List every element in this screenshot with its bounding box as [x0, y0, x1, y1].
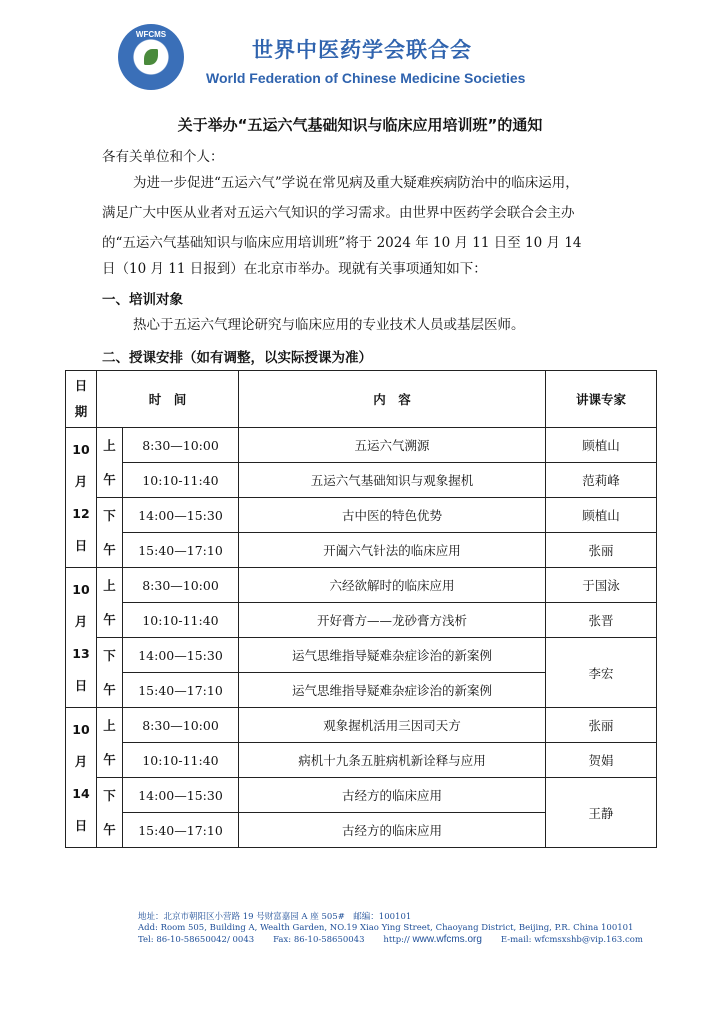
header-time: 时 间: [97, 371, 239, 428]
header-content: 内 容: [239, 371, 546, 428]
expert-cell: 张晋: [546, 603, 657, 638]
salutation: 各有关单位和个人：: [102, 149, 224, 165]
day-cell: 10 月 12 日: [66, 428, 97, 568]
table-row: [66, 778, 657, 813]
wfcms-logo: [118, 24, 184, 90]
content-cell: 病机十九条五脏病机新诠释与应用: [239, 743, 546, 778]
expert-cell: 顾植山: [546, 498, 657, 533]
expert-cell: 李宏: [546, 638, 657, 708]
expert-cell: 王静: [546, 778, 657, 848]
content-cell: 古经方的临床应用: [239, 813, 546, 848]
footer-contact: [138, 912, 643, 946]
schedule-table: [65, 370, 657, 848]
content-cell: 六经欲解时的临床应用: [239, 568, 546, 603]
footer-email[interactable]: E-mail: wfcmsxshb@vip.163.com: [500, 935, 643, 945]
notice-title: 关于举办“五运六气基础知识与临床应用培训班”的通知: [177, 116, 543, 134]
expert-cell: 张丽: [546, 708, 657, 743]
content-cell: 开阖六气针法的临床应用: [239, 533, 546, 568]
time-cell: 15:40—17:10: [123, 533, 239, 568]
intro-line-1: 为进一步促进“五运六气”学说在常见病及重大疑难疾病防治中的临床运用，: [133, 175, 579, 191]
table-row: [66, 708, 657, 743]
header-date: 日期: [66, 371, 97, 428]
time-cell: 14:00—15:30: [123, 638, 239, 673]
time-cell: 8:30—10:00: [123, 428, 239, 463]
section-1-title: 一、培训对象: [102, 292, 183, 308]
header-expert: 讲课专家: [546, 371, 657, 428]
time-cell: 8:30—10:00: [123, 708, 239, 743]
section-1-text: 热心于五运六气理论研究与临床应用的专业技术人员或基层医师。: [133, 317, 525, 333]
org-name-cn: 世界中医药学会联合会: [252, 38, 472, 62]
footer-address-cn: 地址：北京市朝阳区小营路 19 号财富嘉园 A 座 505# 邮编：100101: [138, 912, 412, 922]
ap-cell: 下午: [97, 778, 123, 848]
content-cell: 五运六气基础知识与观象握机: [239, 463, 546, 498]
content-cell: 观象握机活用三因司天方: [239, 708, 546, 743]
letterhead: [118, 24, 598, 90]
intro-line-2: 满足广大中医从业者对五运六气知识的学习需求。由世界中医药学会联合会主办: [102, 205, 575, 221]
footer-address-en: Add: Room 505, Building A, Wealth Garden, NO.19 Xiao Ying Street, Chaoyang District, Beijing, P.R. China 100101: [138, 923, 634, 933]
table-row: [66, 603, 657, 638]
content-cell: 运气思维指导疑难杂症诊治的新案例: [239, 673, 546, 708]
table-row: [66, 533, 657, 568]
table-header-row: [66, 371, 657, 428]
content-cell: 五运六气溯源: [239, 428, 546, 463]
table-row: [66, 743, 657, 778]
day-cell: 10 月 13 日: [66, 568, 97, 708]
section-2-title: 二、授课安排（如有调整，以实际授课为准）: [102, 350, 372, 366]
footer-contacts: [138, 934, 643, 946]
time-cell: 10:10-11:40: [123, 463, 239, 498]
ap-cell: 上午: [97, 568, 123, 638]
content-cell: 开好膏方——龙砂膏方浅析: [239, 603, 546, 638]
expert-cell: 于国泳: [546, 568, 657, 603]
content-cell: 运气思维指导疑难杂症诊治的新案例: [239, 638, 546, 673]
expert-cell: 范莉峰: [546, 463, 657, 498]
time-cell: 8:30—10:00: [123, 568, 239, 603]
table-row: [66, 638, 657, 673]
time-cell: 10:10-11:40: [123, 603, 239, 638]
org-name-en: World Federation of Chinese Medicine Societies: [206, 70, 526, 86]
footer-fax: Fax: 86-10-58650043: [273, 935, 365, 945]
time-cell: 14:00—15:30: [123, 498, 239, 533]
expert-cell: 贺娟: [546, 743, 657, 778]
expert-cell: 张丽: [546, 533, 657, 568]
content-cell: 古经方的临床应用: [239, 778, 546, 813]
ap-cell: 上午: [97, 708, 123, 778]
time-cell: 15:40—17:10: [123, 813, 239, 848]
intro-line-3: 的“五运六气基础知识与临床应用培训班”将于 2024 年 10 月 11 日至 10 月 14: [102, 235, 582, 251]
logo-text: WFCMS: [135, 30, 167, 39]
day-cell: 10 月 14 日: [66, 708, 97, 848]
footer-web-prefix: http://: [383, 935, 410, 945]
table-row: [66, 428, 657, 463]
footer-tel: Tel: 86-10-58650042/ 0043: [138, 935, 255, 945]
footer-website-link[interactable]: www.wfcms.org: [412, 934, 482, 945]
expert-cell: 顾植山: [546, 428, 657, 463]
time-cell: 15:40—17:10: [123, 673, 239, 708]
leaf-icon: [144, 49, 158, 65]
intro-line-4: 日（10 月 11 日报到）在北京市举办。现就有关事项通知如下：: [102, 261, 487, 277]
table-row: [66, 498, 657, 533]
table-row: [66, 568, 657, 603]
ap-cell: 下午: [97, 638, 123, 708]
ap-cell: 上午: [97, 428, 123, 498]
content-cell: 古中医的特色优势: [239, 498, 546, 533]
time-cell: 10:10-11:40: [123, 743, 239, 778]
table-row: [66, 463, 657, 498]
time-cell: 14:00—15:30: [123, 778, 239, 813]
ap-cell: 下午: [97, 498, 123, 568]
globe-icon: [134, 40, 168, 74]
